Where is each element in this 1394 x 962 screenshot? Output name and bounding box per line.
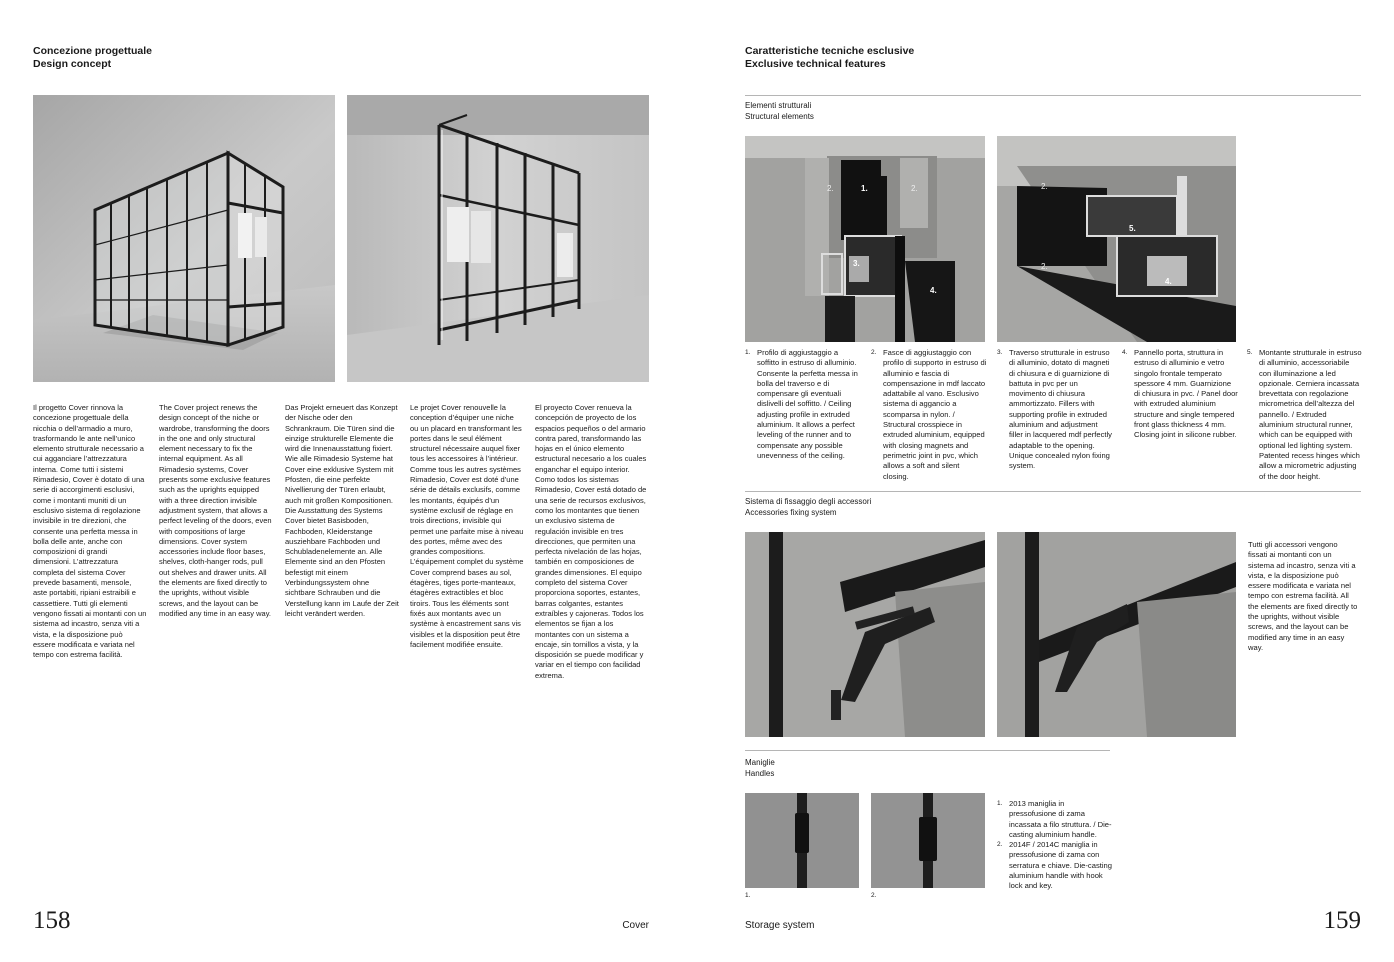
wardrobe-photo-1 bbox=[33, 95, 335, 382]
handle-caption-1: 1. bbox=[745, 892, 751, 899]
feature-1-number: 1. bbox=[745, 349, 751, 356]
callout-5: 5. bbox=[1129, 224, 1136, 233]
feature-3-number: 3. bbox=[997, 349, 1003, 356]
structural-label-en: Structural elements bbox=[745, 111, 814, 121]
handle-1-number: 1. bbox=[997, 800, 1003, 807]
handles-label-it: Maniglie bbox=[745, 758, 775, 767]
feature-4 bbox=[1122, 348, 1238, 441]
divider bbox=[745, 491, 1361, 492]
feature-5-text: Montante strutturale in estruso di alluminio, accessoriabile con illuminazione a led opzionale. Cerniera incassata brevettata con regolazione micrometrica dell’altezza del pannello. / Extruded aluminium structural runner, which can be equipped with optional led lighting system. Patented recess hinges which allow a micrometric adjusting of the door height. bbox=[1259, 348, 1362, 481]
feature-2-text: Fasce di aggiustaggio con profilo di supporto in estruso di alluminio e fascia di compensazione in mdf laccato adattabile al vano. Esclusivo sistema di aggancio a scomparsa in nylon. / Structural crosspiece in extruded aluminium, equipped with closing magnets and perimetric joint in pvc, which allows a soft and silent closing. bbox=[883, 348, 987, 481]
callout-2a: 2. bbox=[827, 184, 834, 193]
handle-photo-1 bbox=[745, 793, 859, 888]
right-header-en: Exclusive technical features bbox=[745, 58, 886, 70]
structural-diagram-2 bbox=[997, 136, 1236, 342]
structural-label bbox=[745, 101, 814, 122]
text-column-spanish: El proyecto Cover renueva la concepción de proyecto de los espacios pequeños o del armario contra pared, transformando las hojas en el único elemento estructural necesario a los cuales enganchar el equipo interior. Como todos los sistemas Rimadesio, Cover está dotado de una serie de recursos exclusivos, como los montantes que tienen un exclusivo sistema de regulación invisible en tres direcciones, que permiten una perfecta nivelación de las hojas, también en composiciones de grandes dimensiones. El equipo completo del sistema Cover proporciona soportes, estantes, barras colgantes, estantes extraíbles y cajoneras. Todos los elementos se fijan a los montantes con un sistema a encaje, sin tornillos a vista, y la disposición se puede modificar y variar en el tiempo con facilidad extrema. bbox=[535, 403, 647, 680]
feature-2-number: 2. bbox=[871, 349, 877, 356]
callout-b-2b: 2. bbox=[1041, 262, 1048, 271]
feature-5-number: 5. bbox=[1247, 349, 1253, 356]
text-column-german: Das Projekt erneuert das Konzept der Nische oder den Schrankraum. Die Türen sind die einzige strukturelle Elemente die wird die Innenausstattung fixiert. Wie alle Rimadesio Systeme hat Cover eine exklusive System mit Pfosten, die eine perfekte Nivellierung der Türen erlaubt, auch mit großen Kompositionen. Die Ausstattung des Systems Cover bietet Basisboden, Fachboden, Kleiderstange ausziehbare Fachboden und Schubladenelemente an. Alle Elemente sind an den Pfosten befestigt mit einem Verbindungssystem ohne sichtbare Schrauben und die Verstellung kann im Laufe der Zeit leicht verändert werden. bbox=[285, 403, 399, 618]
feature-1-text: Profilo di aggiustaggio a soffitto in estruso di alluminio. Consente la perfetta messa in bolla del traverso e di compensare gli eventuali dislivelli del soffitto. / Ceiling adjusting profile in extruded aluminium. It allows a perfect leveling of the runner and to compensate any possible unevenness of the ceiling. bbox=[757, 348, 858, 460]
callout-3: 3. bbox=[853, 259, 860, 268]
accessories-label-en: Accessories fixing system bbox=[745, 507, 837, 517]
wardrobe-photo-2 bbox=[347, 95, 649, 382]
feature-3-text: Traverso strutturale in estruso di alluminio, dotato di magneti di chiusura e di guarnizione di battuta in pvc per un movimento di chiusura ammortizzato. Fillers with supporting profile in extruded aluminium and adjustment filler in lacquered mdf perfectly adaptable to the opening. Unique concealed nylon fixing system. bbox=[1009, 348, 1112, 471]
left-page-number: 158 bbox=[33, 907, 71, 934]
feature-5 bbox=[1247, 348, 1363, 482]
feature-4-number: 4. bbox=[1122, 349, 1128, 356]
left-header-it: Concezione progettuale bbox=[33, 45, 153, 57]
right-header-it: Caratteristiche tecniche esclusive bbox=[745, 45, 915, 57]
callout-b-2a: 2. bbox=[1041, 182, 1048, 191]
feature-4-text: Pannello porta, struttura in estruso di alluminio e vetro singolo frontale temperato spessore 4 mm. Guarnizione di chiusura in pvc. / Panel door with extruded aluminium structure and single tempered front glass thickness 4 mm. Closing joint in silicone rubber. bbox=[1134, 348, 1238, 440]
handles-label-en: Handles bbox=[745, 768, 775, 778]
right-page-number: 159 bbox=[1323, 907, 1361, 934]
handles-label bbox=[745, 758, 775, 779]
divider bbox=[745, 95, 1361, 96]
left-header-en: Design concept bbox=[33, 58, 112, 70]
callout-2b: 2. bbox=[911, 184, 918, 193]
handle-1-text: 2013 maniglia in pressofusione di zama incassata a filo struttura. / Die-casting aluminium handle. bbox=[1009, 799, 1112, 839]
handle-photo-2 bbox=[871, 793, 985, 888]
accessories-text: Tutti gli accessori vengono fissati ai montanti con un sistema ad incastro, senza viti a vista, e la disposizione può essere modificata e variata nel tempo con estrema facilità. All the elements are fixed directly to the uprights, without visible screws, and the layout can be modified any time in an easy way. bbox=[1248, 540, 1358, 652]
text-column-english: The Cover project renews the design concept of the niche or wardrobe, transforming the doors in the one and only structural element necessary to fix the internal equipment. As all Rimadesio systems, Cover presents some exclusive features such as the uprights equipped with a three direction invisible adjustment system, that allows a perfect leveling of the doors, even with compositions of large dimensions. Cover system accessories include floor bases, shelves, cloth-hanger rods, pull out shelves and drawer units. All the elements are fixed directly to the uprights, without visible screws, and the layout can be modified any time in an easy way. bbox=[159, 403, 272, 618]
accessory-photo-2 bbox=[997, 532, 1236, 737]
right-header bbox=[745, 45, 1145, 71]
left-footer: Cover bbox=[622, 920, 649, 931]
feature-1 bbox=[745, 348, 861, 461]
text-column-french: Le projet Cover renouvelle la conception d’équiper une niche ou un placard en transformant les portes dans le seul élément structurel nécessaire auquel fixer tous les accessoires à l’intérieur. Comme tous les autres systèmes Rimadesio, Cover est doté d’une série de détails exclusifs, comme les montants, équipés d’un système exclusif de réglage en trois directions, invisible qui permet une parfaite mise à niveau des portes, même avec des grandes compositions. L’équipement complet du système Cover comprend bases au sol, étagères, tiges porte-manteaux, étagères extractibles et bloc tiroirs. Tous les éléments sont fixés aux montants avec un système à encastrement sans vis visibles et la disposition peut être facilement modifiée ensuite. bbox=[410, 403, 524, 649]
accessories-label-it: Sistema di fissaggio degli accessori bbox=[745, 497, 872, 506]
accessory-photo-1 bbox=[745, 532, 985, 737]
callout-4: 4. bbox=[930, 286, 937, 295]
divider bbox=[745, 750, 1110, 751]
structural-diagram-1 bbox=[745, 136, 985, 342]
accessories-label bbox=[745, 497, 871, 518]
handles-list bbox=[997, 799, 1113, 892]
text-column-italian: Il progetto Cover rinnova la concezione progettuale della nicchia o dell’armadio a muro, trasformando le ante nell’unico elemento strutturale necessario a cui agganciare l’attrezzatura interna. Come tutti i sistemi Rimadesio, Cover è dotato di una serie di accorgimenti esclusivi, come i montanti muniti di un esclusivo sistema di regolazione invisibile in tre direzioni, che consente una perfetta messa in bolla delle ante, anche con composizioni di grandi dimensioni. L’attrezzatura completa del sistema Cover prevede basamenti, mensole, aste portabiti, ripiani estraibili e cassettiere. Tutti gli elementi vengono fissati ai montanti con un sistema ad incastro, senza viti a vista, e la disposizione può essere modificata e variata nel tempo con estrema facilità. bbox=[33, 403, 147, 660]
right-footer: Storage system bbox=[745, 920, 815, 931]
callout-1: 1. bbox=[861, 184, 868, 193]
left-header bbox=[33, 45, 333, 71]
feature-2 bbox=[871, 348, 987, 482]
handle-caption-2: 2. bbox=[871, 892, 877, 899]
handle-2-number: 2. bbox=[997, 841, 1003, 849]
feature-3 bbox=[997, 348, 1113, 472]
callout-b-4: 4. bbox=[1165, 277, 1172, 286]
handle-2-text: 2014F / 2014C maniglia in pressofusione di zama con serratura e chiave. Die-casting aluminium handle with hook lock and key. bbox=[1009, 840, 1112, 891]
structural-label-it: Elementi strutturali bbox=[745, 101, 812, 110]
